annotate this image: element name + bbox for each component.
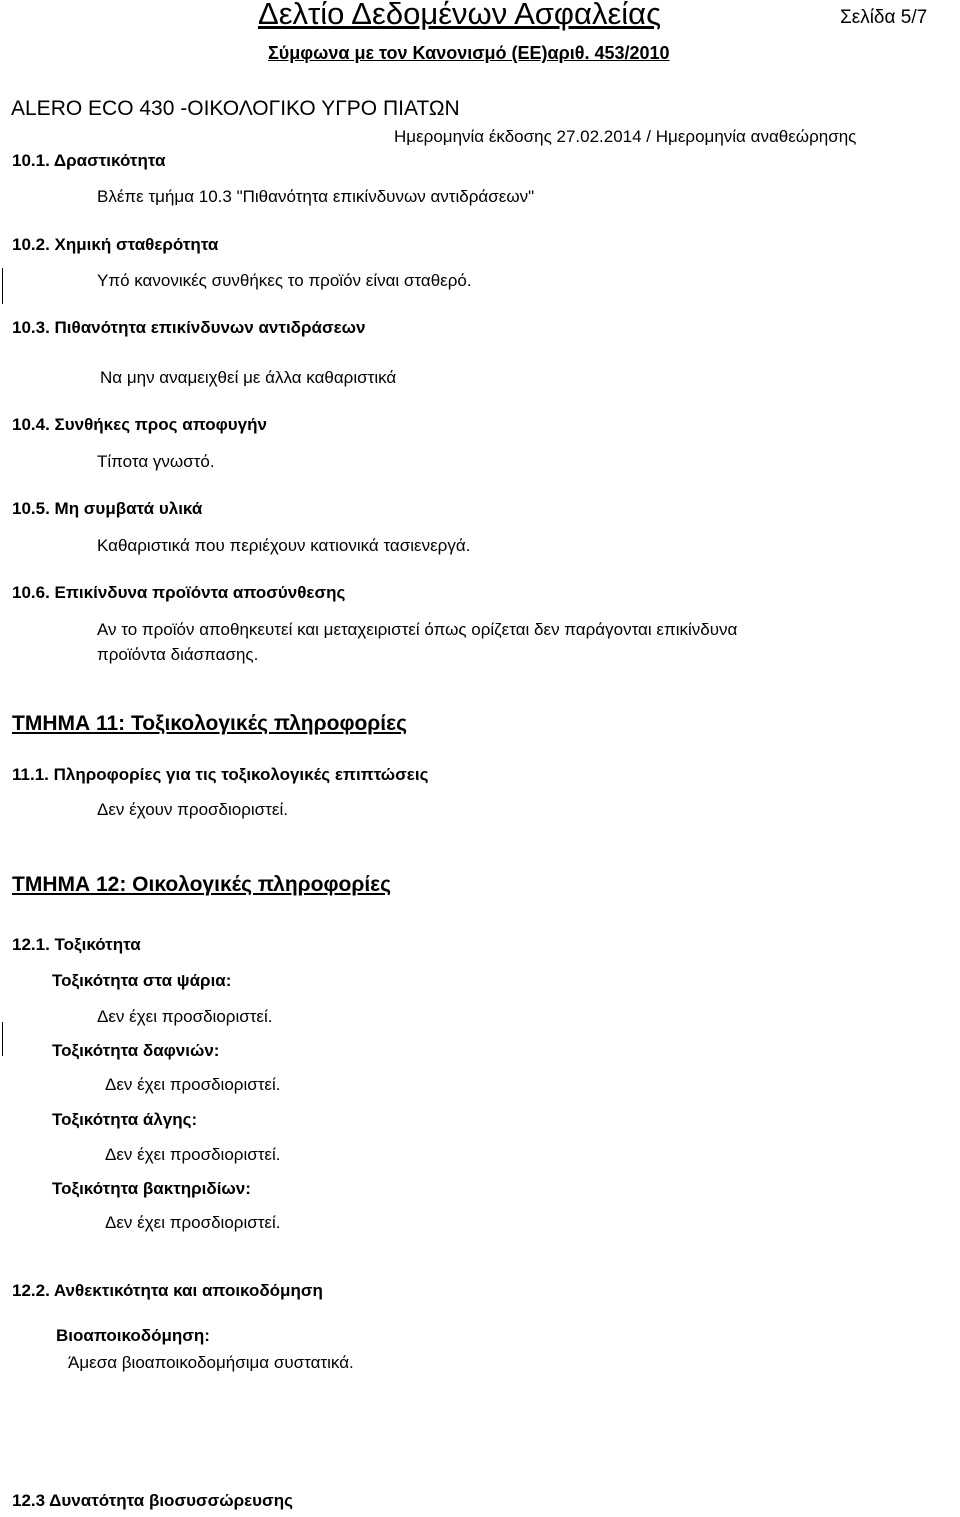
text-10-5: Καθαριστικά που περιέχουν κατιονικά τασιενεργά. [97, 536, 471, 555]
biodegradation-label: Βιοαποικοδόμηση: [56, 1326, 210, 1345]
section-12-title: ΤΜΗΜΑ 12: Οικολογικές πληροφορίες [12, 873, 392, 896]
toxicity-algae-value: Δεν έχει προσδιοριστεί. [105, 1145, 281, 1164]
heading-11-1: 11.1. Πληροφορίες για τις τοξικολογικές επιπτώσεις [12, 765, 429, 784]
heading-10-3: 10.3. Πιθανότητα επικίνδυνων αντιδράσεων [12, 318, 366, 337]
heading-10-4: 10.4. Συνθήκες προς αποφυγήν [12, 415, 267, 434]
heading-12-2: 12.2. Ανθεκτικότητα και αποικοδόμηση [12, 1281, 323, 1300]
heading-12-3: 12.3 Δυνατότητα βιοσυσσώρευσης [12, 1491, 293, 1510]
change-bar [2, 1022, 3, 1056]
toxicity-daphnia-value: Δεν έχει προσδιοριστεί. [105, 1075, 281, 1094]
toxicity-bacteria-value: Δεν έχει προσδιοριστεί. [105, 1213, 281, 1232]
text-11-1: Δεν έχουν προσδιοριστεί. [97, 800, 288, 819]
text-10-4: Τίποτα γνωστό. [97, 452, 215, 471]
text-10-1: Βλέπε τμήμα 10.3 "Πιθανότητα επικίνδυνων αντιδράσεων" [97, 187, 535, 206]
product-name: ALERO ECO 430 -ΟΙΚΟΛΟΓΙΚΟ ΥΓΡΟ ΠΙΑΤΩΝ [11, 97, 460, 120]
regulation-reference: Σύμφωνα με τον Κανονισμό (ΕΕ)αριθ. 453/2010 [268, 43, 670, 63]
toxicity-bacteria-label: Τοξικότητα βακτηριδίων: [52, 1179, 251, 1198]
text-10-6-cont: προϊόντα διάσπασης. [97, 645, 259, 664]
heading-10-2: 10.2. Χημική σταθερότητα [12, 235, 219, 254]
issue-date: Ημερομηνία έκδοσης 27.02.2014 / Ημερομηνία αναθεώρησης [394, 127, 857, 146]
toxicity-fish-label: Τοξικότητα στα ψάρια: [52, 971, 232, 990]
heading-10-6: 10.6. Επικίνδυνα προϊόντα αποσύνθεσης [12, 583, 346, 602]
page-number: Σελίδα 5/7 [840, 7, 928, 28]
text-10-3: Να μην αναμειχθεί με άλλα καθαριστικά [100, 368, 397, 387]
heading-12-1: 12.1. Τοξικότητα [12, 935, 141, 954]
document-title: Δελτίο Δεδομένων Ασφαλείας [258, 0, 662, 31]
heading-10-5: 10.5. Μη συμβατά υλικά [12, 499, 203, 518]
toxicity-fish-value: Δεν έχει προσδιοριστεί. [97, 1007, 273, 1026]
section-11-title: ΤΜΗΜΑ 11: Τοξικολογικές πληροφορίες [12, 712, 408, 735]
toxicity-daphnia-label: Τοξικότητα δαφνιών: [52, 1041, 220, 1060]
text-10-6: Αν το προϊόν αποθηκευτεί και μεταχειριστεί όπως ορίζεται δεν παράγονται επικίνδυνα [97, 620, 738, 639]
change-bar [2, 268, 3, 304]
text-10-2: Υπό κανονικές συνθήκες το προϊόν είναι σταθερό. [97, 271, 472, 290]
toxicity-algae-label: Τοξικότητα άλγης: [52, 1110, 198, 1129]
biodegradation-value: Άμεσα βιοαποικοδομήσιμα συστατικά. [68, 1353, 354, 1372]
heading-10-1: 10.1. Δραστικότητα [12, 151, 166, 170]
